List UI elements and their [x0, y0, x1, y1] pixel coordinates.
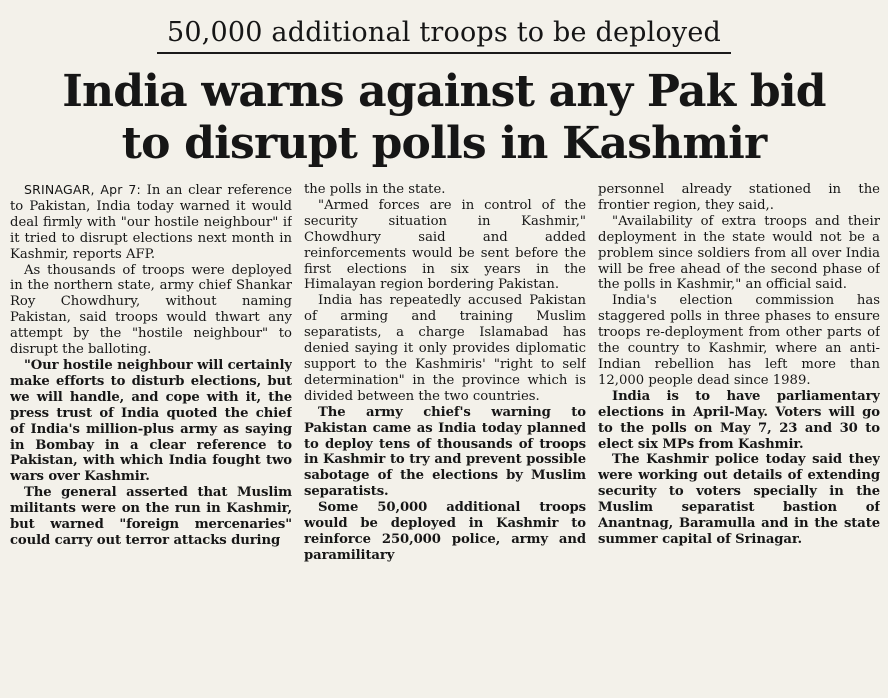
paragraph: The army chief's warning to Pakistan came as India today planned to deploy tens of thousands of troops in Kashmir to try and prevent possible sabotage of the elections by Muslim separatists. [304, 404, 586, 500]
column-1 [10, 182, 292, 692]
paragraph: Some 50,000 additional troops would be deployed in Kashmir to reinforce 250,000 police, army and paramilitary [304, 500, 586, 563]
paragraph: As thousands of troops were deployed in the northern state, army chief Shankar Roy Chowdhury, without naming Pakistan, said troops would thwart any attempt by the "hostile neighbour" to disrupt the balloting. [10, 262, 292, 358]
paragraph: The general asserted that Muslim militants were on the run in Kashmir, but warned "foreign mercenaries" could carry out terror attacks during [10, 485, 292, 548]
paragraph: "Our hostile neighbour will certainly make efforts to disturb elections, but we will handle, and cope with it, the press trust of India quoted the chief of India's million-plus army as saying in Bombay in a clear reference to Pakistan, with which India fought two wars over Kashmir. [10, 357, 292, 485]
headline-line-1: India warns against any Pak bid [62, 66, 826, 117]
kicker-headline: 50,000 additional troops to be deployed [157, 16, 731, 54]
column-2 [304, 182, 586, 692]
paragraph: personnel already stationed in the frontier region, they said,. [598, 182, 880, 213]
paragraph: India's election commission has staggered polls in three phases to ensure troops re-deployment from other parts of the country to Kashmir, where an anti-Indian rebellion has left more than 12,000 people dead since 1989. [598, 293, 880, 388]
main-headline [0, 66, 888, 170]
article-body [10, 182, 880, 692]
dateline: SRINAGAR, Apr 7: [24, 182, 141, 197]
paragraph: the polls in the state. [304, 182, 446, 197]
paragraph: India is to have parliamentary elections in April-May. Voters will go to the polls on May 7, 23 and 30 to elect six MPs from Kashmir. [598, 388, 880, 452]
paragraph-text: In an clear reference to Pakistan, India today warned it would deal firmly with "our hostile neighbour" if it tried to disrupt elections next month in Kashmir, reports AFP. [10, 183, 292, 262]
paragraph [10, 182, 292, 263]
paragraph: "Availability of extra troops and their deployment in the state would not be a problem since soldiers from all over India will be free ahead of the second phase of the polls in Kashmir," an official said. [598, 213, 880, 293]
kicker-container [0, 16, 888, 54]
headline-line-2: to disrupt polls in Kashmir [121, 118, 767, 169]
column-3 [598, 182, 880, 692]
paragraph: "Armed forces are in control of the security situation in Kashmir," Chowdhury said and added reinforcements would be sent before the first elections in six years in the Himalayan region bordering Pakistan. [304, 197, 586, 293]
paragraph: The Kashmir police today said they were working out details of extending security to voters specially in the Muslim separatist bastion of Anantnag, Baramulla and in the state summer capital of Srinagar. [598, 452, 880, 547]
paragraph: India has repeatedly accused Pakistan of arming and training Muslim separatists, a charge Islamabad has denied saying it only provides diplomatic support to the Kashmiris' "right to self determination" in the province which is divided between the two countries. [304, 293, 586, 404]
